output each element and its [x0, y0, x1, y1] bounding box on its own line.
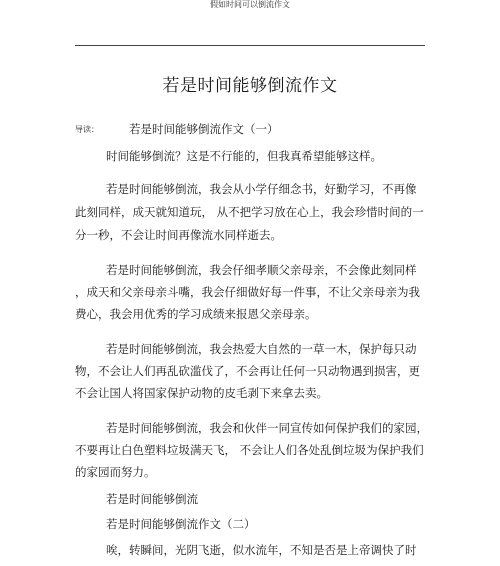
running-header: 假如时间可以倒流作文	[210, 0, 290, 9]
paragraph-5-line: 不要再让白色塑料垃圾满天飞， 不会让人们各处乱倒垃圾为保护我们	[75, 443, 424, 457]
document-title: 若是时间能够倒流作文	[162, 76, 338, 96]
paragraph-4-line: 物，不会让人们再乱砍滥伐了，不会再让任何一只动物遇到损害，更	[75, 364, 420, 378]
paragraph-6-line: 若是时间能够倒流	[106, 492, 198, 506]
subheading-2: 若是时间能够倒流作文（二）	[106, 517, 256, 531]
paragraph-1-line: 时间能够倒流？这是不行能的，但我真希望能够这样。	[106, 149, 382, 163]
header-rule	[75, 45, 425, 46]
paragraph-3-line: 若是时间能够倒流，我会仔细孝顺父亲母亲，不会像此刻同样	[106, 263, 417, 277]
paragraph-2-line: 分一秒，不会让时间再像流水同样逝去。	[75, 228, 282, 242]
paragraph-5-line: 的家园而努力。	[75, 465, 156, 479]
subheading-1: 若是时间能够倒流作文（一）	[129, 122, 279, 136]
paragraph-3-line: ，成天和父亲母亲斗嘴，我会仔细做好每一件事，不让父亲母亲为我	[75, 285, 420, 299]
paragraph-2-line: 若是时间能够倒流，我会从小学仔细念书，好勤学习，不再像	[106, 182, 417, 196]
paragraph-4-line: 不会让国人将国家保护动物的皮毛剥下来拿去卖。	[75, 386, 328, 400]
paragraph-7-line: 唉，转瞬间，光阴飞逝，似水流年，不知是否是上帝调快了时	[106, 543, 417, 557]
guide-label: 导读：	[75, 125, 99, 134]
paragraph-5-line: 若是时间能够倒流，我会和伙伴一同宣传如何保护我们的家园，	[106, 421, 428, 435]
paragraph-2-line: 此刻同样，成天就知道玩， 从不把学习放在心上，我会珍惜时间的一	[75, 205, 424, 219]
paragraph-4-line: 若是时间能够倒流，我会热爱大自然的一草一木，保护每只动	[106, 342, 417, 356]
paragraph-3-line: 费心，我会用优秀的学习成绩来报恩父亲母亲。	[75, 307, 317, 321]
